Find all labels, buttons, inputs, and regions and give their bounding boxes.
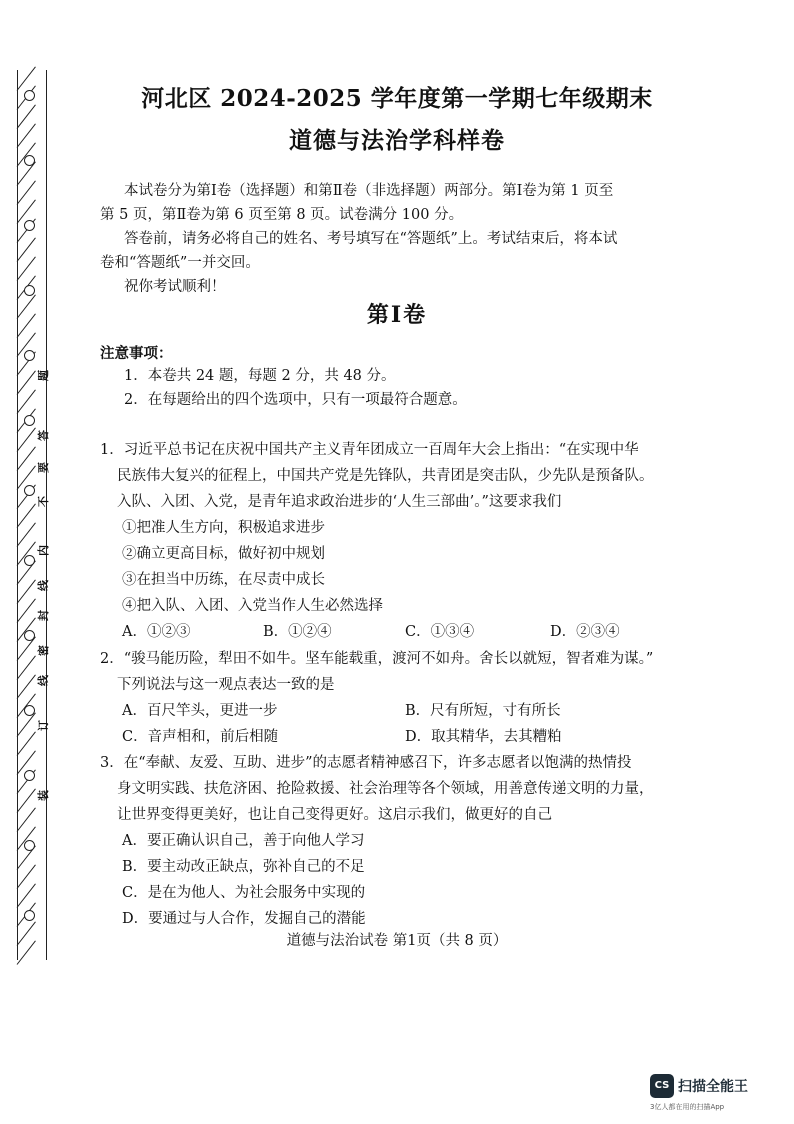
section-title: 第Ⅰ卷 [366,302,428,328]
margin-circle [24,705,35,716]
margin-seal-char: 答 [37,430,50,441]
exam-title-line2: 道德与法治学科样卷 [289,127,505,154]
question-3-option-d: D．要通过与人合作，发掘自己的潜能 [122,911,366,927]
question-3-text: 让世界变得更美好，也让自己变得更好。这启示我们，做更好的自己 [117,807,552,823]
scanner-watermark [650,1074,780,1114]
question-1-text: 民族伟大复兴的征程上，中国共产党是先锋队，共青团是突击队，少先队是预备队。 [117,468,654,484]
question-1-statement: ①把准人生方向，积极追求进步 [122,520,325,536]
question-3-option-b: B．要主动改正缺点，弥补自己的不足 [122,859,365,875]
margin-circle [24,485,35,496]
margin-seal-char: 题 [37,370,50,381]
question-1-option-d: D．②③④ [550,624,620,640]
question-1-option-a: A．①②③ [122,624,191,640]
camscanner-logo-icon: CS [650,1074,674,1098]
margin-seal-char: 不 [37,496,50,507]
margin-seal-char: 密 [37,645,50,656]
question-3-text: 身文明实践、扶危济困、抢险救援、社会治理等各个领域，用善意传递文明的力量， [117,781,654,797]
question-3-text: 3．在“奉献、友爱、互助、进步”的志愿者精神感召下，许多志愿者以饱满的热情投 [100,755,632,771]
margin-circle [24,285,35,296]
margin-seal-char: 线 [37,675,50,686]
margin-seal-char: 线 [37,580,50,591]
question-1-statement: ④把入队、入团、入党当作人生必然选择 [122,598,383,614]
question-2-text: 下列说法与这一观点表达一致的是 [117,677,335,693]
margin-circle [24,350,35,361]
margin-circle [24,220,35,231]
question-1-statement: ②确立更高目标，做好初中规划 [122,546,325,562]
instruction-line: 卷和“答题纸”一并交回。 [100,255,260,271]
page-footer: 道德与法治试卷 第1页（共 8 页） [286,933,508,949]
question-1-text: 入队、入团、入党，是青年追求政治进步的‘人生三部曲’。”这要求我们 [117,494,562,510]
exam-title-line1: 河北区 2024-2025 学年度第一学期七年级期末 [141,85,653,112]
question-1-option-c: C．①③④ [405,624,475,640]
instruction-line: 祝你考试顺利！ [124,279,226,295]
note-item: 2．在每题给出的四个选项中，只有一项最符合题意。 [124,392,467,408]
margin-circle [24,840,35,851]
margin-circle [24,630,35,641]
question-3-option-a: A．要正确认识自己，善于向他人学习 [122,833,365,849]
binding-margin [8,70,48,960]
watermark-tagline: 3亿人都在用的扫描App [650,1103,725,1111]
instruction-line: 本试卷分为第Ⅰ卷（选择题）和第Ⅱ卷（非选择题）两部分。第Ⅰ卷为第 1 页至 [124,183,614,199]
question-2-text: 2．“骏马能历险，犁田不如牛。坚车能载重，渡河不如舟。舍长以就短，智者难为谋。” [100,651,654,667]
margin-seal-char: 装 [37,790,50,801]
margin-line-right [46,70,47,960]
margin-seal-char: 内 [37,545,50,556]
question-1-statement: ③在担当中历练，在尽责中成长 [122,572,325,588]
margin-circle [24,910,35,921]
margin-circle [24,155,35,166]
question-1-text: 1．习近平总书记在庆祝中国共产主义青年团成立一百周年大会上指出：“在实现中华 [100,442,639,458]
question-2-option-b: B．尺有所短，寸有所长 [405,703,561,719]
note-item: 1．本卷共 24 题，每题 2 分，共 48 分。 [124,368,396,384]
question-2-option-c: C．音声相和，前后相随 [122,729,279,745]
question-2-option-a: A．百尺竿头，更进一步 [122,703,278,719]
margin-circle [24,555,35,566]
margin-seal-char: 订 [37,720,50,731]
margin-circle [24,770,35,781]
margin-circle [24,415,35,426]
margin-seal-char: 要 [37,462,50,473]
watermark-app-name: 扫描全能王 [678,1079,748,1095]
question-2-option-d: D．取其精华，去其糟粕 [405,729,562,745]
question-1-option-b: B．①②④ [263,624,332,640]
notes-heading: 注意事项： [100,345,173,362]
question-3-option-c: C．是在为他人、为社会服务中实现的 [122,885,366,901]
instruction-line: 第 5 页，第Ⅱ卷为第 6 页至第 8 页。试卷满分 100 分。 [100,207,464,223]
margin-seal-char: 封 [37,610,50,621]
instruction-line: 答卷前，请务必将自己的姓名、考号填写在“答题纸”上。考试结束后，将本试 [124,231,618,247]
